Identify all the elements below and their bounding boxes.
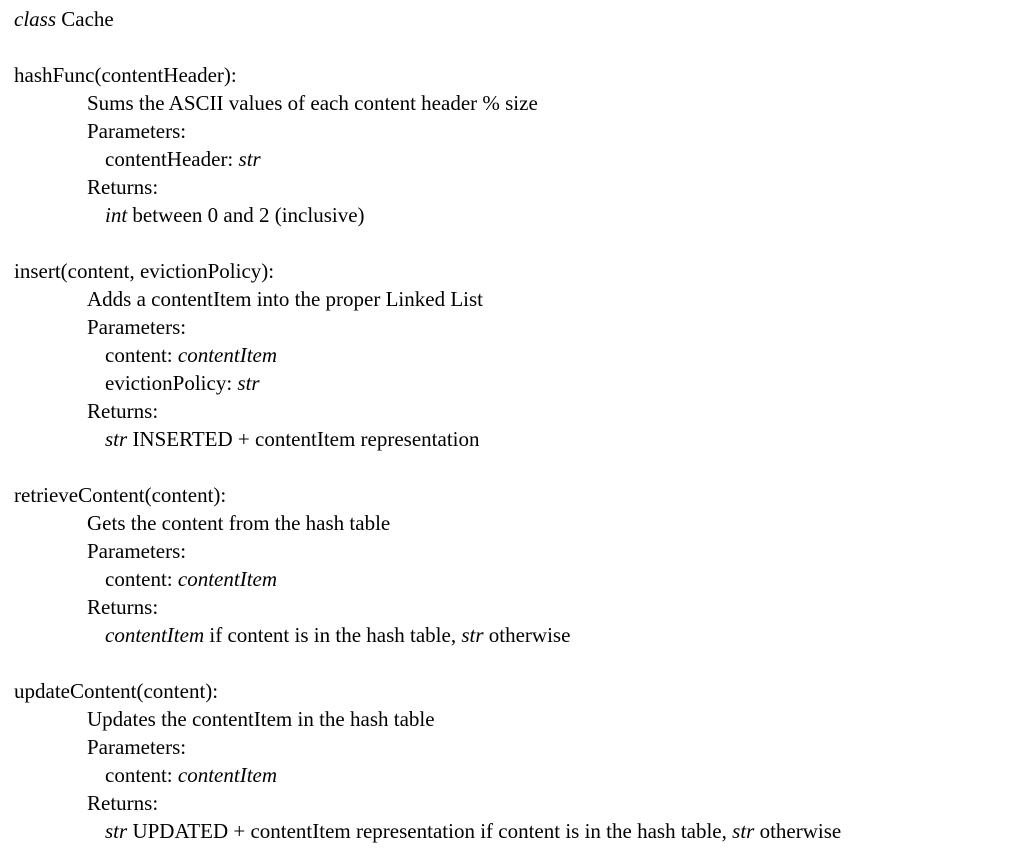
return-type: str — [105, 819, 128, 843]
method-signature: retrieveContent(content): — [14, 483, 227, 507]
parameter-item — [105, 341, 277, 369]
return-description — [105, 201, 365, 229]
parameter-item — [105, 369, 260, 397]
method-description: Adds a contentItem into the proper Linked List — [87, 287, 483, 311]
parameter-item — [105, 761, 277, 789]
returns-label: Returns: — [87, 399, 159, 423]
return-text: if content is in the hash table, — [204, 623, 462, 647]
return-description — [105, 817, 841, 845]
parameter-name: content: — [105, 763, 178, 787]
return-type: int — [105, 203, 128, 227]
return-type-secondary: str — [732, 819, 755, 843]
return-text: INSERTED + contentItem representation — [127, 427, 480, 451]
class-header — [14, 5, 114, 33]
parameter-name: content: — [105, 567, 178, 591]
method-signature: insert(content, evictionPolicy): — [14, 259, 275, 283]
parameter-type: contentItem — [177, 763, 278, 787]
return-text-secondary: otherwise — [483, 623, 571, 647]
returns-label: Returns: — [87, 595, 159, 619]
parameter-name: content: — [105, 343, 178, 367]
returns-label: Returns: — [87, 175, 159, 199]
parameters-label: Parameters: — [87, 735, 187, 759]
return-type: contentItem — [105, 623, 205, 647]
parameters-label: Parameters: — [87, 119, 187, 143]
parameter-item — [105, 145, 261, 173]
return-description — [105, 621, 570, 649]
method-signature: hashFunc(contentHeader): — [14, 63, 237, 87]
parameter-name: contentHeader: — [105, 147, 239, 171]
parameter-item — [105, 565, 277, 593]
method-description: Gets the content from the hash table — [87, 511, 391, 535]
parameter-name: evictionPolicy: — [105, 371, 238, 395]
return-type-secondary: str — [461, 623, 484, 647]
parameter-type: contentItem — [177, 343, 278, 367]
method-description: Sums the ASCII values of each content header % size — [87, 91, 538, 115]
parameter-type: str — [237, 371, 260, 395]
parameters-label: Parameters: — [87, 539, 187, 563]
class-name: Cache — [61, 7, 114, 31]
return-text-secondary: otherwise — [754, 819, 842, 843]
return-description — [105, 425, 480, 453]
returns-label: Returns: — [87, 791, 159, 815]
parameter-type: contentItem — [177, 567, 278, 591]
parameters-label: Parameters: — [87, 315, 187, 339]
parameter-type: str — [238, 147, 261, 171]
return-text: UPDATED + contentItem representation if content is in the hash table, — [127, 819, 733, 843]
method-signature: updateContent(content): — [14, 679, 219, 703]
method-description: Updates the contentItem in the hash table — [87, 707, 435, 731]
class-keyword: class — [14, 7, 56, 31]
return-type: str — [105, 427, 128, 451]
return-text: between 0 and 2 (inclusive) — [127, 203, 365, 227]
